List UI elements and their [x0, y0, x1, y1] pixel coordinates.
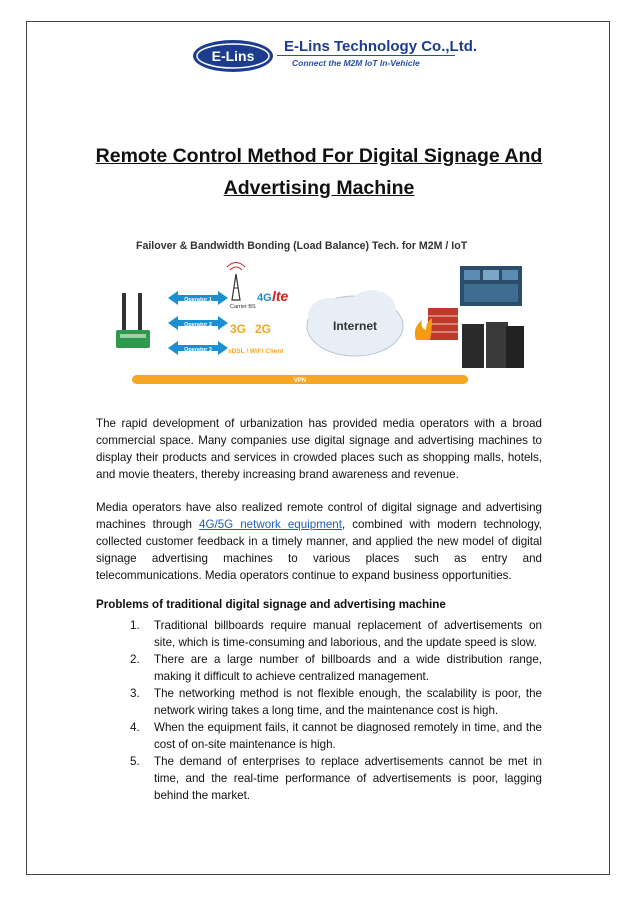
diagram-graphic [110, 238, 530, 388]
list-item-text: The demand of enterprises to replace advertisements cannot be met in time, and the real-time performance of advertisements is poor, lagging behind the market. [154, 755, 542, 802]
tagline-divider [277, 55, 455, 56]
operator-arrow-2 [168, 316, 228, 330]
list-item-text: When the equipment fails, it cannot be diagnosed remotely in time, and the cost of on-site maintenance is high. [154, 721, 542, 751]
paragraph-2-text-start: Media operators have also realized remote control of digital signage and advertising machines through [96, 501, 542, 531]
operator-1-label: Operator 1 [184, 297, 212, 303]
label-2g: 2G [255, 322, 272, 336]
server-rack-icon [462, 322, 524, 368]
xdsl-label: xDSL / WiFi Client [228, 348, 284, 355]
diagram-title: Failover & Bandwidth Bonding (Load Balance) Tech. for M2M / IoT [136, 240, 468, 252]
carrier-label: Carrier BS [230, 304, 256, 310]
operator-3-label: Operator 3 [184, 347, 212, 353]
page-title: Remote Control Method For Digital Signage And Advertising Machine [95, 145, 543, 199]
operator-arrow-3 [168, 341, 228, 355]
list-item-number: 2. [130, 653, 140, 666]
list-item-text: The networking method is not flexible enough, the scalability is poor, the network wiring takes a long time, and the maintenance cost is high. [154, 687, 542, 717]
logo-text: E-Lins [211, 48, 255, 64]
paragraph-intro: The rapid development of urbanization has provided media operators with a broad commercial space. Many companies use digital signage and advertising machines to display their products and services in crowded places such as shopping malls, hotels, and movie theaters, thereby increasing brand awareness and revenue. [96, 417, 542, 481]
operator-arrow-1 [168, 291, 228, 305]
list-item-number: 4. [130, 721, 140, 734]
company-logo [192, 33, 478, 77]
list-item [130, 617, 542, 651]
firewall-icon [415, 308, 458, 340]
label-lte: lte [272, 288, 289, 304]
problems-heading: Problems of traditional digital signage and advertising machine [96, 598, 446, 611]
paragraph-remote-control [96, 499, 542, 584]
elins-logo-icon [192, 39, 274, 73]
operator-2-label: Operator 2 [184, 322, 212, 328]
list-item [130, 685, 542, 719]
list-item-text: Traditional billboards require manual replacement of advertisements on site, which is time-consuming and laborious, and the update speed is slow. [154, 619, 542, 649]
list-item [130, 719, 542, 753]
label-3g: 3G [230, 322, 247, 336]
paragraph-2-text-end: , combined with modern technology, collected customer feedback in a timely manner, and applied the new model of digital signage advertising machines to various places such as entry and telecommunications. Media operators continue to expand business opportunities. [96, 518, 542, 582]
control-room-icon [460, 266, 522, 306]
list-item [130, 651, 542, 685]
list-item-number: 3. [130, 687, 140, 700]
network-diagram [110, 238, 530, 388]
carrier-tower-icon [227, 263, 245, 301]
internet-label: Internet [332, 319, 378, 333]
label-4g: 4G [257, 292, 272, 304]
vpn-label: VPN [293, 378, 307, 384]
list-item-text: There are a large number of billboards and a wide distribution range, making it difficult to achieve centralized management. [154, 653, 542, 683]
list-item-number: 5. [130, 755, 140, 768]
tagline: Connect the M2M IoT In-Vehicle [292, 58, 420, 68]
router-icon [116, 293, 150, 348]
problems-list [130, 617, 542, 804]
list-item [130, 753, 542, 804]
network-equipment-link[interactable]: 4G/5G network equipment [199, 518, 342, 531]
company-name: E-Lins Technology Co.,Ltd. [284, 38, 478, 55]
list-item-number: 1. [130, 619, 140, 632]
